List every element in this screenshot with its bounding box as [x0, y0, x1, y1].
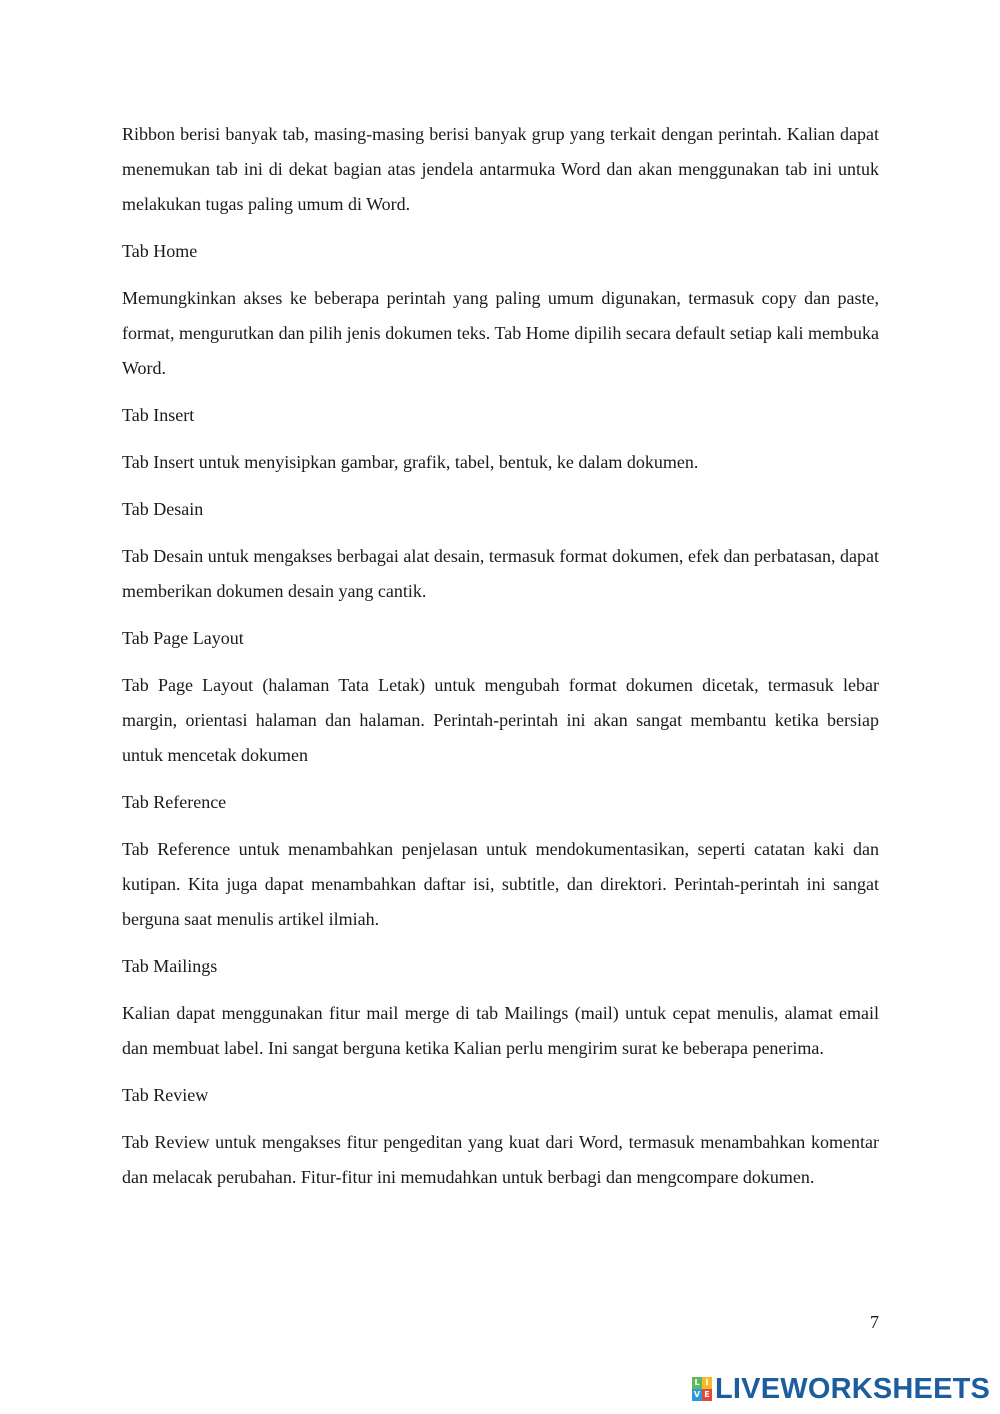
- heading-tab-insert: Tab Insert: [122, 405, 195, 425]
- paragraph-tab-home: Memungkinkan akses ke beberapa perintah yang paling umum digunakan, termasuk copy dan paste, format, mengurutkan dan pilih jenis dokumen teks. Tab Home dipilih secara default setiap kali membuka Word.: [122, 288, 879, 378]
- heading-tab-mailings: Tab Mailings: [122, 956, 218, 976]
- heading-tab-desain: Tab Desain: [122, 499, 204, 519]
- logo-tile-l: L: [692, 1377, 702, 1389]
- paragraph-tab-page-layout: Tab Page Layout (halaman Tata Letak) untuk mengubah format dokumen dicetak, termasuk lebar margin, orientasi halaman dan halaman. Perintah-perintah ini akan sangat membantu ketika bersiap untuk mencetak dokumen: [122, 675, 879, 765]
- paragraph-tab-desain: Tab Desain untuk mengakses berbagai alat desain, termasuk format dokumen, efek dan perbatasan, dapat memberikan dokumen desain yang cantik.: [122, 546, 879, 601]
- logo-tile-e: E: [702, 1389, 712, 1401]
- document-body: [122, 117, 879, 1207]
- liveworksheets-logo-icon: [692, 1377, 712, 1401]
- heading-tab-review: Tab Review: [122, 1085, 209, 1105]
- paragraph-tab-insert: Tab Insert untuk menyisipkan gambar, grafik, tabel, bentuk, ke dalam dokumen.: [122, 452, 699, 472]
- logo-tile-v: V: [693, 1390, 701, 1399]
- paragraph-tab-mailings: Kalian dapat menggunakan fitur mail merge di tab Mailings (mail) untuk cepat menulis, alamat email dan membuat label. Ini sangat berguna ketika Kalian perlu mengirim surat ke beberapa penerima.: [122, 1003, 879, 1058]
- heading-tab-home: Tab Home: [122, 241, 198, 261]
- liveworksheets-wordmark: LIVEWORKSHEETS: [715, 1372, 991, 1405]
- liveworksheets-brand[interactable]: [692, 1371, 990, 1407]
- heading-tab-reference: Tab Reference: [122, 792, 227, 812]
- heading-tab-page-layout: Tab Page Layout: [122, 628, 244, 648]
- paragraph-tab-review: Tab Review untuk mengakses fitur pengeditan yang kuat dari Word, termasuk menambahkan komentar dan melacak perubahan. Fitur-fitur ini memudahkan untuk berbagi dan mengcompare dokumen.: [122, 1132, 879, 1187]
- paragraph-tab-reference: Tab Reference untuk menambahkan penjelasan untuk mendokumentasikan, seperti catatan kaki dan kutipan. Kita juga dapat menambahkan daftar isi, subtitle, dan direktori. Perintah-perintah ini sangat berguna saat menulis artikel ilmiah.: [122, 839, 879, 929]
- page-number: 7: [870, 1312, 879, 1332]
- intro-paragraph: Ribbon berisi banyak tab, masing-masing berisi banyak grup yang terkait dengan perintah. Kalian dapat menemukan tab ini di dekat bagian atas jendela antarmuka Word dan akan menggunakan tab ini untuk melakukan tugas paling umum di Word.: [122, 124, 879, 214]
- logo-tile-i: I: [702, 1377, 712, 1389]
